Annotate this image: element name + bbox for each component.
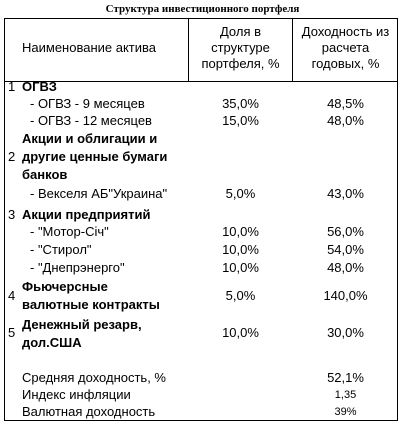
- group-title: Акции и облигации и: [22, 131, 158, 146]
- header-divider: [4, 81, 398, 82]
- asset-name: - "Мотор-Січ": [30, 224, 109, 239]
- summary-value: 1,35: [334, 389, 357, 401]
- group-title: Денежный резарв,: [22, 317, 142, 332]
- asset-name: - ОГВЗ - 9 месяцев: [30, 96, 145, 111]
- share-value: 35,0%: [222, 96, 259, 111]
- yield-value: 48,0%: [327, 113, 364, 128]
- share-value: 5,0%: [225, 186, 256, 201]
- group-title: банков: [22, 167, 68, 182]
- summary-value: 52,1%: [327, 370, 364, 385]
- header-yield: Доходность из расчета годовых, %: [301, 24, 390, 71]
- share-value: 10,0%: [222, 260, 259, 275]
- share-value: 5,0%: [225, 288, 256, 303]
- group-number: 4: [8, 288, 16, 303]
- yield-value: 30,0%: [327, 325, 364, 340]
- asset-name: - ОГВЗ - 12 месяцев: [30, 113, 152, 128]
- yield-value: 54,0%: [327, 242, 364, 257]
- header-share: Доля в структуре портфеля, %: [201, 24, 280, 71]
- group-number: 1: [8, 79, 16, 94]
- yield-value: 43,0%: [327, 186, 364, 201]
- asset-name: - "Стирол": [30, 242, 92, 257]
- asset-name: - Векселя АБ"Украина": [30, 186, 168, 201]
- group-number: 3: [8, 207, 16, 222]
- share-value: 10,0%: [222, 325, 259, 340]
- group-title: Фьючерсные: [22, 279, 108, 294]
- summary-label: Валютная доходность: [22, 404, 156, 419]
- yield-value: 48,5%: [327, 96, 364, 111]
- yield-value: 48,0%: [327, 260, 364, 275]
- summary-value: 39%: [334, 406, 357, 418]
- share-value: 15,0%: [222, 113, 259, 128]
- group-title: валютные контракты: [22, 297, 160, 312]
- summary-label: Средняя доходность, %: [22, 370, 166, 385]
- group-number: 5: [8, 325, 16, 340]
- yield-value: 56,0%: [327, 224, 364, 239]
- table-caption: Структура инвестиционного портфеля: [105, 3, 300, 15]
- group-title: Акции предприятий: [22, 207, 151, 222]
- group-title: ОГВЗ: [22, 79, 57, 94]
- yield-value: 140,0%: [323, 288, 368, 303]
- asset-name: - "Днепрэнерго": [30, 260, 125, 275]
- share-value: 10,0%: [222, 242, 259, 257]
- summary-label: Индекс инфляции: [22, 387, 131, 402]
- group-title: дол.США: [22, 335, 82, 350]
- header-name: Наименование актива: [22, 40, 156, 55]
- group-title: другие ценные бумаги: [22, 149, 168, 164]
- group-number: 2: [8, 149, 16, 164]
- share-value: 10,0%: [222, 224, 259, 239]
